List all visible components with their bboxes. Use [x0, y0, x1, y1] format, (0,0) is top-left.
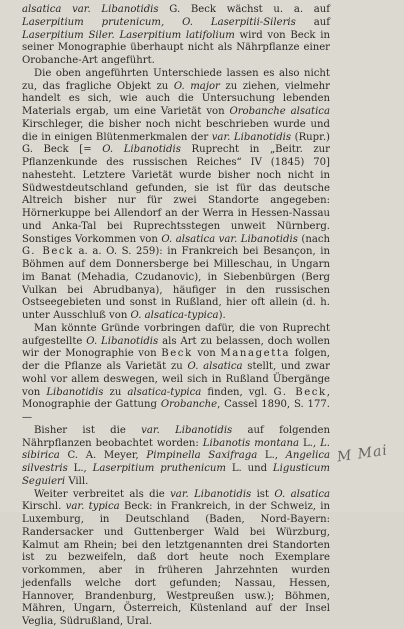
text-run: C. A. Meyer,: [59, 450, 147, 462]
text-run: Man könnte Gründe vorbringen dafür, die von Ruprecht aufgestellte: [22, 322, 330, 347]
italic-text: Orobanche: [160, 399, 218, 411]
text-run: L.,: [257, 450, 286, 462]
handwritten-annotation: M Mai: [336, 442, 389, 466]
text-run: zu ziehen, vielmehr handelt es sich, wie auch die Untersuchung lebenden Materials ergab, um eine Varietät von: [22, 80, 330, 117]
italic-text: var. typica: [65, 501, 120, 513]
text-run: L.,: [67, 463, 93, 474]
italic-text: L. sibirica: [22, 437, 330, 462]
text-run: , Cassel 1890, S. 177. —: [22, 399, 330, 423]
text-run: Vill.: [65, 475, 89, 487]
text-run: L.,: [298, 437, 321, 449]
text-run: Weiter verbreitet als die: [34, 488, 171, 500]
body-text: [22, 4, 330, 629]
italic-text: O. alsatica: [187, 361, 243, 372]
spaced-name: G. Beck: [273, 386, 327, 398]
spaced-name: G. Beck: [22, 246, 74, 258]
spaced-name: Managetta: [220, 348, 291, 360]
italic-text: alsatica var. Libanotidis: [22, 4, 159, 15]
text-run: folgen, der die Pflanze als Varietät zu: [22, 348, 330, 372]
italic-text: Pimpinella Saxifraga: [146, 450, 258, 462]
text-run: a. a. O. S. 259): in Frankreich bei Besançon, in Böhmen auf dem Donnersberge bei Milleschau, in Ungarn im Banat (Mehadia, Czudanovic), in Siebenbürgen (Berg Vulkan bei Abrudbanya), häufiger in den russischen Ostseegebieten und sonst in Rußland, hier oft allein (d. h. unter Ausschluß von: [22, 246, 331, 321]
text-run: zu: [103, 386, 128, 398]
text-run: G. Beck wächst u. a. auf: [158, 4, 330, 15]
text-run: ist: [251, 488, 275, 500]
paragraph: [22, 489, 330, 629]
text-run: (nach: [297, 233, 330, 245]
paragraph: [22, 425, 330, 489]
text-run: auf: [295, 16, 330, 28]
italic-text: O. Libanotidis: [86, 335, 159, 347]
italic-text: Laserpitium prutenicum, O. Laserpitii-Sileris: [22, 16, 296, 28]
italic-text: var. Libanotidis: [170, 488, 252, 500]
text-run: Kirschl.: [22, 501, 66, 513]
italic-text: Libanotidis: [46, 386, 104, 398]
text-run: Beck: in Frankreich, in der Schweiz, in Luxemburg, in Deutschland (Baden, Nord-Bayern: Randersacker und Guttenberger Wald bei Würzburg, Kalmut am Rhein; bei den letztgenannten drei Standorten ist zu bezweifeln, daß dort heute noch Exemplare vorkommen, aber in früheren Jahrzehnten wurden jedenfalls welche dort gefunden; Nassau, Hessen, Hannover, Brandenburg, Westpreußen usw.); Böhmen, Mähren, Ungarn, Österreich, Küstenland auf der Insel Veglia, Südrußland, Ural.: [22, 501, 330, 627]
text-run: (Rupr.) G. Beck [=: [22, 131, 330, 156]
italic-text: Libanotis montana: [202, 437, 299, 449]
spaced-name: Beck: [161, 348, 193, 360]
text-run: auf folgenden Nährpflanzen beobachtet worden:: [22, 424, 330, 449]
text-run: ).: [218, 310, 226, 321]
italic-text: Laserpitium Siler. Laserpitium latifolium: [22, 29, 235, 41]
text-run: Ruprecht in „Beitr. zur Pflanzenkunde des russischen Reiches“ IV (1845) 70] nahesteht. Letztere Varietät wurde bisher noch nicht in Südwestdeutschland gefunden, sie ist für das deutsche Altreich bisher nur für zwei Standorte angegeben: Hörnerkuppe bei Allendorf an der Werra in Hessen-Nassau und Anka-Tal bei Ruprechtsstegen unweit Nürnberg. Sonstiges Vorkommen von: [22, 144, 331, 245]
text-run: finden, vgl.: [201, 386, 274, 398]
italic-text: Angelica silvestris: [22, 450, 330, 474]
italic-text: var. Libanotidis: [141, 424, 233, 436]
text-run: Die oben angeführten Unterschiede lassen es also nicht zu, das fragliche Objekt zu: [22, 67, 330, 92]
italic-text: O. alsatica var. Libanotidis: [161, 233, 298, 245]
italic-text: O. Libanotidis: [102, 144, 181, 156]
text-run: als Art zu belassen, doch wollen wir der Monographie von: [22, 335, 330, 360]
italic-text: O. alsatica: [274, 488, 330, 500]
italic-text: Laserpitium pruthenicum: [92, 463, 226, 474]
italic-text: O. major: [173, 80, 220, 92]
italic-text: var. Libanotidis: [211, 131, 292, 143]
text-run: von: [192, 348, 221, 360]
text-run: wird von Beck in seiner Monographie überhaupt nicht als Nährpflanze einer Orobanche-Art angeführt.: [22, 29, 330, 66]
paragraph: [22, 68, 330, 323]
italic-text: O. alsatica-typica: [130, 310, 219, 321]
text-run: L. und: [226, 463, 273, 474]
text-run: Bisher ist die: [34, 424, 142, 436]
italic-text: Ligusticum Seguieri: [22, 463, 331, 487]
paragraph: [22, 323, 330, 425]
text-run: Kirschleger, die bisher noch nicht beschrieben wurde und die in einigen Blütenmerkmalen der: [22, 118, 330, 143]
italic-text: Orobanche alsatica: [229, 106, 330, 117]
italic-text: alsatica-typica: [127, 386, 202, 398]
text-run: stellt, und zwar wohl vor allem deswegen, weil sich in Rußland Übergänge von: [22, 361, 330, 398]
paragraph: [22, 4, 330, 68]
text-run: , Monographie der Gattung: [22, 386, 330, 411]
